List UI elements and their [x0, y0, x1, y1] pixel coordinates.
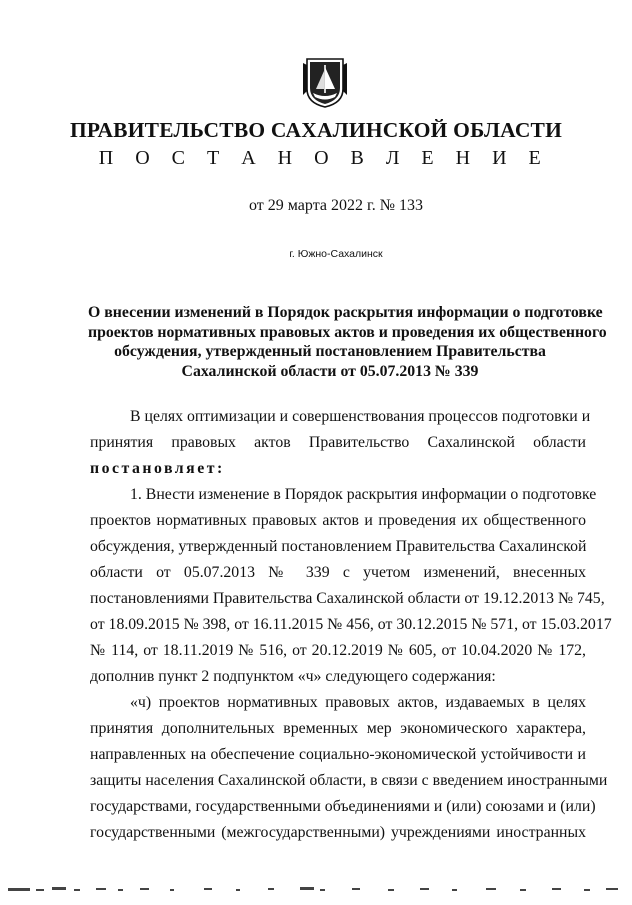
subject-line: Сахалинской области от 05.07.2013 № 339	[181, 362, 479, 380]
body-line: обсуждения, утвержденный постановлением Правительства Сахалинской	[90, 538, 587, 555]
body-line: области от 05.07.2013 № 339 с учетом изменений, внесенных	[90, 564, 586, 581]
body-line: принятия дополнительных временных мер экономического характера,	[90, 720, 586, 737]
body-line: защиты населения Сахалинской области, в связи с введением иностранными	[90, 772, 608, 789]
body-line: государствами, государственными объединениями и (или) союзами и (или)	[90, 798, 596, 815]
document-body	[90, 405, 612, 847]
document-date-number: от 29 марта 2022 г. № 133	[249, 197, 423, 214]
body-line: от 18.09.2015 № 398, от 16.11.2015 № 456, от 30.12.2015 № 571, от 15.03.2017	[90, 616, 612, 633]
body-line: 1. Внести изменение в Порядок раскрытия информации о подготовке	[130, 486, 597, 503]
document-type: П О С Т А Н О В Л Е Н И Е	[98, 147, 550, 169]
body-line: «ч) проектов нормативных правовых актов, издаваемых в целях	[130, 694, 586, 711]
body-line: В целях оптимизации и совершенствования процессов подготовки и	[130, 408, 591, 425]
body-line: № 114, от 18.11.2019 № 516, от 20.12.2019 № 605, от 10.04.2020 № 172,	[90, 642, 586, 659]
document-subject	[88, 303, 607, 381]
subject-line: обсуждения, утвержденный постановлением Правительства	[114, 343, 546, 360]
coat-of-arms-emblem-icon	[303, 55, 347, 109]
body-line: постановлениями Правительства Сахалинской области от 19.12.2013 № 745,	[90, 590, 605, 607]
subject-line: О внесении изменений в Порядок раскрытия информации о подготовке	[88, 304, 603, 321]
scan-artifact-marks	[0, 882, 632, 902]
organization-title: ПРАВИТЕЛЬСТВО САХАЛИНСКОЙ ОБЛАСТИ	[69, 118, 563, 142]
body-line: принятия правовых актов Правительство Сахалинской области	[90, 434, 586, 451]
body-line-decree: постановляет:	[90, 460, 225, 477]
subject-line: проектов нормативных правовых актов и проведения их общественного	[88, 323, 607, 341]
body-line: проектов нормативных правовых актов и проведения их общественного	[90, 512, 586, 529]
body-line: дополнив пункт 2 подпунктом «ч» следующего содержания:	[90, 668, 496, 685]
body-line: направленных на обеспечение социально-экономической устойчивости и	[90, 746, 586, 763]
document-city: г. Южно-Сахалинск	[289, 248, 383, 260]
body-line: государственными (межгосударственными) учреждениями иностранных	[90, 824, 586, 841]
